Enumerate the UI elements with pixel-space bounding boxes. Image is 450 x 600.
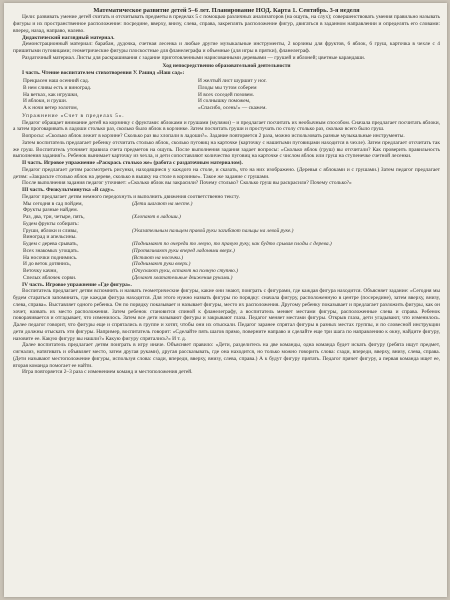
rhyme-row: Груши, яблоки и сливы, (Указательным пальцем правой руки загибают пальцы на левой руке.) (23, 227, 294, 234)
poem-line: Плоды мы тутом соберем (198, 84, 257, 91)
exercise-rhyme (13, 201, 440, 282)
part4-game: Далее воспитатель предлагает детям поиграть в игру иначе. Объясняет правило: «Дети, разделитесь на две команды, одна команда будет искать фигуру (ребята ищут предмет, сигнализ, натягивать и объявляет место, затем другая руками), другая рассказывать, где она находится, но только можно говорить слова: сзади, впереди, вверху, внизу, слева, справа. (Дети называют местоположение фигуры, используя слова: сзади, впереди, вверху, внизу, слева, справа.) А к будут фигуру прятать. Педагог прячет фигуру, а первая команда ищет ее, вторая команда помогает ее найти. (13, 342, 440, 369)
rhyme-row: Веточку качни, (Опускают руки, встают на полную ступню.) (23, 268, 238, 275)
exercise1-task: Затем воспитатель предлагает ребенку отсчитать столько яблок, сколько пуговиц на карточке (карточку с нашитыми пуговицами находится в чехле). Затем предлагает отсчитать так же груш. Воспитатель уточняет правила счета предметов на ощупь. После выполнения задания задает вопросы: «Сколько яблок (груш) вы отсчитали? Как проверить правильность выполнения задания?». Ребенок вынимает карточку из чехла, и дети сопоставляют количество пуговиц на карточке с числом яблок или груш на ступенечке счетной лесенки. (13, 139, 440, 160)
demo-materials: Демонстрационный материал: барабан, дудочка, счетная лесенка и любые другие музыкальные инструменты, 2 корзины для фруктов, 6 яблок, 6 груш, карточка в чехле с 4 пришитыми пуговицами; геометрические фигуры плоскостные для фланелеграфа и объемные (для игры в прятки), фланелеграф. (13, 41, 440, 55)
rhyme-row: И до веток дотянись, (Поднимают руки вверх.) (23, 261, 191, 268)
poem-line: На ветках, как игрушки, (23, 91, 79, 98)
part2-title: II часть. Игровое упражнение «Раскрась столько же» (работа с раздаточным материалом). (22, 160, 243, 167)
part3-intro: Педагог предлагает детям немного передохнуть и выполнить движения соответственно тексту. (22, 193, 240, 200)
document-page (4, 3, 447, 597)
rhyme-row: Мы сегодня в сад пойдем, (Дети шагают на месте.) (23, 200, 193, 207)
rhyme-row: Будем с дерева срывать, (Поднимают по очереди то левую, то правую руку, как будто срывая плоды с дерева.) (23, 241, 332, 248)
rhyme-row: Будем фрукты собирать: (23, 220, 79, 227)
rhyme-row: На носочки поднимись. (Встают на носочки.) (23, 254, 184, 261)
poem-line: И всех соседей позовем. (198, 91, 254, 98)
part1-title: I часть. Чтение воспитателем стихотворения У. Рашид «Наш сад»: (22, 70, 185, 77)
poem-line: И солнышку поможем, (198, 98, 251, 105)
rhyme-row: Раз, два, три, четыре, пять, (Хлопают в ладоши.) (23, 214, 181, 221)
part4-repeat: Игра повторяется 2–3 раза с изменением команд и местоположения детей. (22, 369, 193, 376)
part2-check: После выполнения задания педагог уточняет: «Сколько яблок вы закрасили? Почему столько? Сколько груш вы раскрасили? Почему столько?» (22, 180, 352, 187)
poem-line: «Спасибо, осень!» — скажем. (198, 105, 267, 112)
part4-title: IV часть. Игровое упражнение «Где фигура». (22, 281, 132, 288)
part4-text: Воспитатель предлагает детям вспомнить и назвать геометрические фигуры, какие они знают, поиграть с фигурами, где каждая фигура находится. Объясняет задание: «Сегодня мы будем стараться запоминать, где каждая фигура находится. Для этого нужно назвать фигуры по порядку: сначала фигуру, расположенную в центре (посередине), затем вверху, внизу, слева, справа». Выставляет одного ребенка. Он по порядку показывает и называет фигуры, место их расположения. Другому ребенку показывает и предлагает разложить фигуры, как он хочет, назвать их место расположения. Затем ребенок становится спиной к фланелеграфу, а воспитатель меняет местами фигуры, расположенные слева и справа. Ребенок поворачивается и отгадывает, что изменилось. Затем все дети называют фигуры и закрывают глаза. Педагог меняет местами фигуры. Открыв глаза, дети угадывают, что изменилось. Далее педагог говорит, что фигуры еще и спрятались в группе и хотят, чтобы они их отыскали. Педагог заранее спрятал фигуры в разных местах группы, и по словесной инструкции дети должны отыскать эти фигуры. Например, воспитатель говорит: «Сделайте пять шагов прямо, поверните направо и сделайте еще три шага по направлению к окну, найдите фигуру, назовите ее. Какую фигуру вы нашли?» Какую фигуру спрятались?» И т. д. (13, 288, 440, 342)
poem-line: И яблоки, и груши. (23, 98, 68, 105)
poem (13, 78, 440, 112)
part3-title: III часть. Физкультминутка «В саду». (22, 187, 115, 194)
materials-heading: Дидактический наглядный материал. (22, 34, 115, 41)
rhyme-row: Фрукты разные найдем. (23, 207, 78, 214)
rhyme-row: Виноград и апельсины. (23, 234, 77, 241)
handout-materials: Раздаточный материал. Листы для раскрашивания с задание приготовленными нарисованными деревьями — грушей и яблоней; цветные карандаши. (22, 54, 366, 61)
exercise1-text: Педагог обращает внимание детей на корзинку с фруктами: яблоками и грушами (муляжи) – и предлагает посчитать их необычным способом. Сначала предлагает посчитать яблоки, а затем проговаривать в ладоши столько раз, сколько было яблок в корзинке. Затем посчитать груши и простучать по столу столько раз, сколько всего было груш. (13, 119, 440, 133)
exercise1-questions: Вопросы: «Сколько яблок лежит в корзине? Сколько раз вы хлопали в ладоши?». Задание повторяется 2 раза, можно использовать разные музыкальные инструменты. (22, 133, 405, 140)
part2-text: Педагог предлагает детям рассмотреть рисунки, находящиеся у каждого на столе, и сказать, что на них изображено. (Деревья с яблоками и с грушами.) Затем педагог предлагает детям: «Закрасьте столько яблок на дереве, сколько в вышку на столе в корзинке». Такое же задание с грушами. (13, 166, 440, 180)
document-title: Математическое развитие детей 5–6 лет. Планирование НОД. Карта 1. Сентябрь. 3-я неделя (93, 7, 360, 14)
poem-line: А к ночи ветер золотом, (23, 105, 78, 112)
poem-line: Прекрасен наш осенний сад. (23, 78, 90, 85)
poem-line: И желтый лист шуршит у ног. (198, 78, 267, 85)
goals-paragraph: Цели: развивать умение детей считать и отсчитывать предметы в пределах 5 с помощью различных анализаторов (на ощупь, на слух); совершенствовать умения правильно называть фигуры и их пространственное расположение: посредине, вверху, внизу, слева, справа, закреплять расположение фигур, двигаться в заданном направлении и определять его словами: вперед, назад, направо, налево. (13, 14, 440, 34)
course-heading: Ход непосредственно образовательной деятельности (162, 62, 291, 69)
rhyme-row: Всех знакомых угощать. (Протягивают руки вперед ладонями вверх.) (23, 247, 235, 254)
exercise1-title: Упражнение «Счет в пределах 5». (22, 112, 125, 119)
rhyme-row: Спелых яблочек сорви. (Делают хватательные движения руками.) (23, 274, 233, 281)
poem-line: В нем сливы есть и виноград. (23, 84, 92, 91)
